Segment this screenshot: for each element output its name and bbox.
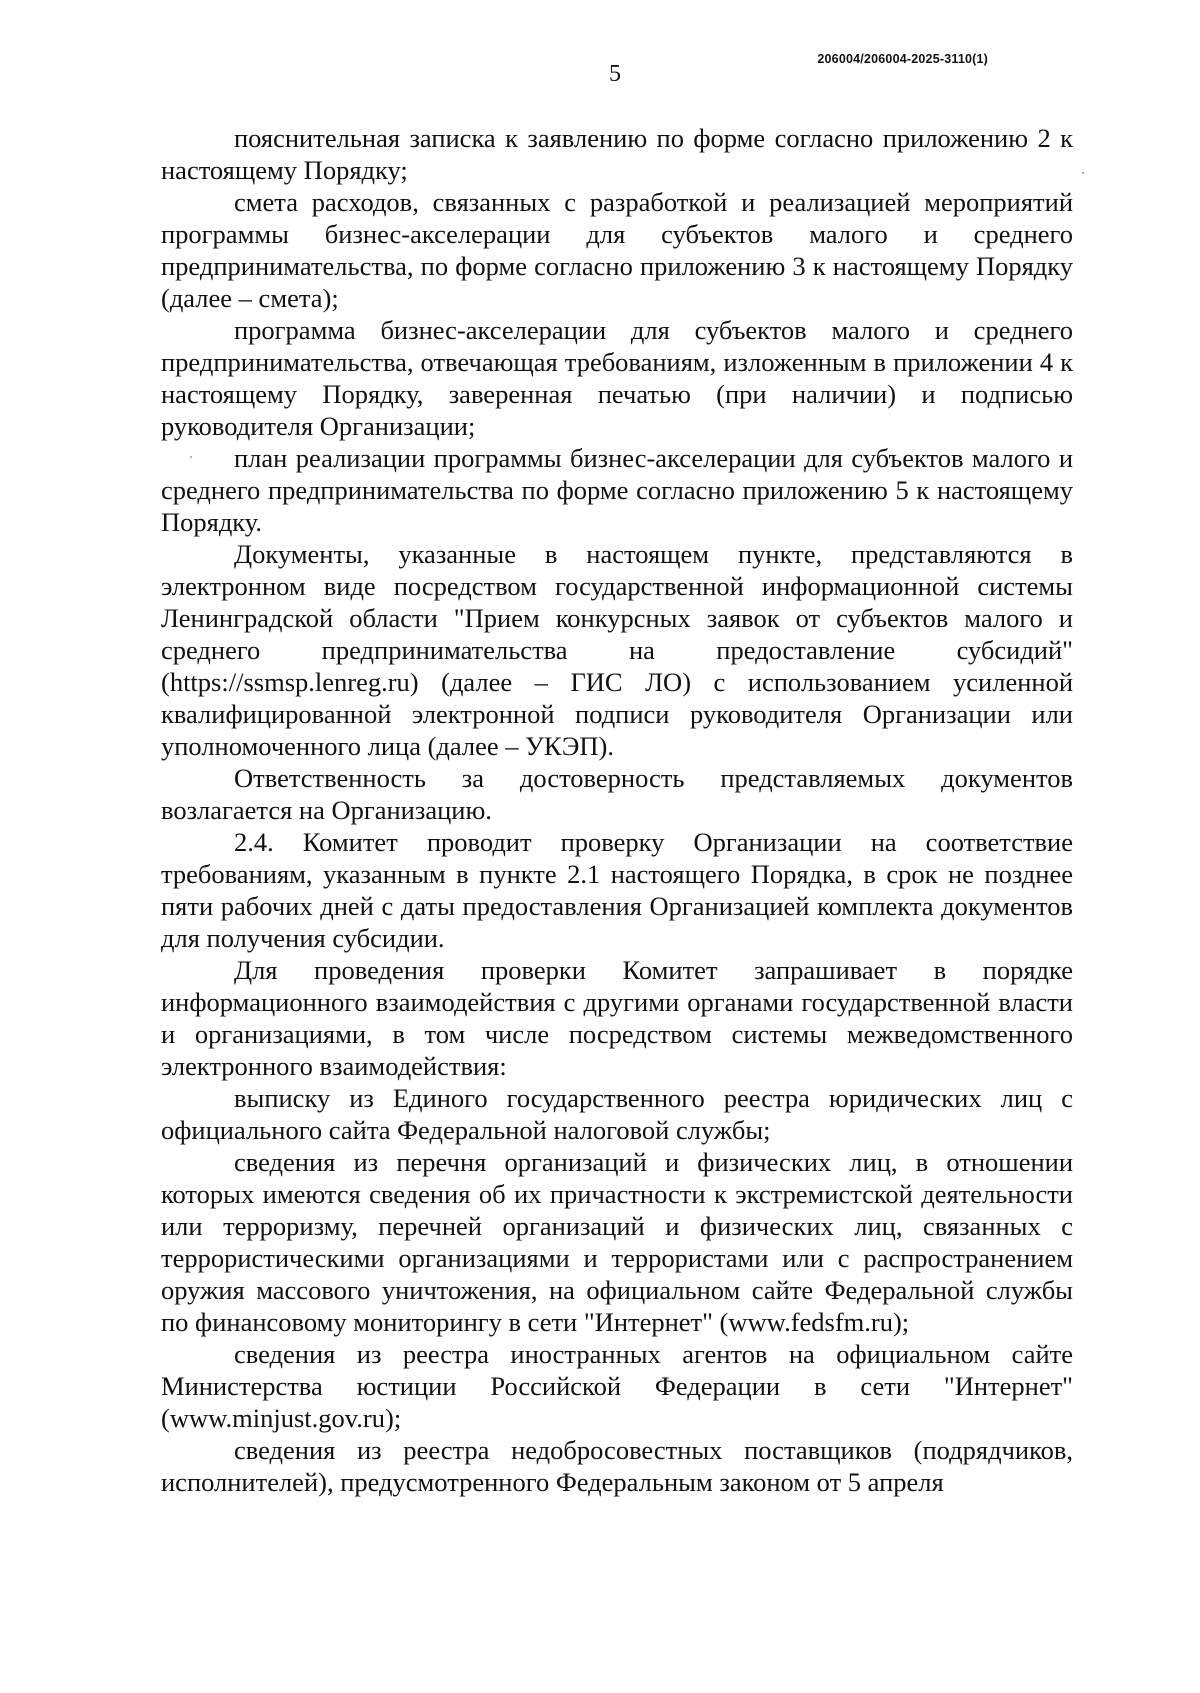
paragraph-foreign-agents-registry: сведения из реестра иностранных агентов на официальном сайте Министерства юстиции Российской Федерации в сети "Интернет" (www.minjust.gov.ru);: [161, 1339, 1073, 1433]
paragraph-explanatory-note: пояснительная записка к заявлению по форме согласно приложению 2 к настоящему Порядку;: [161, 123, 1073, 185]
document-id: 206004/206004-2025-3110(1): [817, 52, 988, 66]
paragraph-egrul-extract: выписку из Единого государственного реестра юридических лиц с официального сайта Федеральной налоговой службы;: [161, 1083, 1073, 1145]
scan-speck: [1082, 172, 1084, 174]
page-number: 5: [609, 61, 621, 87]
paragraph-documents-submission: Документы, указанные в настоящем пункте, представляются в электронном виде посредством государственной информационной системы Ленинградской области "Прием конкурсных заявок от субъектов малого и среднего предпринимательства на предоставление субсидий" (https://ssmsp.lenreg.ru) (далее – ГИС ЛО) с использованием усиленной квалифицированной электронной подписи руководителя Организации или уполномоченного лица (далее – УКЭП).: [161, 539, 1073, 761]
paragraph-clause-2-4: 2.4. Комитет проводит проверку Организации на соответствие требованиям, указанным в пункте 2.1 настоящего Порядка, в срок не позднее пяти рабочих дней с даты предоставления Организацией комплекта документов для получения субсидии.: [161, 827, 1073, 953]
paragraph-implementation-plan: план реализации программы бизнес-акселерации для субъектов малого и среднего предпринимательства по форме согласно приложению 5 к настоящему Порядку.: [161, 443, 1073, 537]
document-body: [161, 122, 1073, 1498]
paragraph-verification-requests: Для проведения проверки Комитет запрашивает в порядке информационного взаимодействия с другими органами государственной власти и организациями, в том числе посредством системы межведомственного электронного взаимодействия:: [161, 955, 1073, 1081]
paragraph-unfair-suppliers-registry: сведения из реестра недобросовестных поставщиков (подрядчиков, исполнителей), предусмотренного Федеральным законом от 5 апреля: [161, 1435, 1073, 1497]
paragraph-cost-estimate: смета расходов, связанных с разработкой и реализацией мероприятий программы бизнес-акселерации для субъектов малого и среднего предпринимательства, по форме согласно приложению 3 к настоящему Порядку (далее – смета);: [161, 187, 1073, 313]
scan-speck: [190, 456, 192, 458]
paragraph-fedsfm-list: сведения из перечня организаций и физических лиц, в отношении которых имеются сведения об их причастности к экстремистской деятельности или терроризму, перечней организаций и физических лиц, связанных с террористическими организациями и террористами или с распространением оружия массового уничтожения, на официальном сайте Федеральной службы по финансовому мониторингу в сети "Интернет" (www.fedsfm.ru);: [161, 1147, 1073, 1337]
paragraph-responsibility: Ответственность за достоверность представляемых документов возлагается на Организацию.: [161, 763, 1073, 825]
paragraph-acceleration-program: программа бизнес-акселерации для субъектов малого и среднего предпринимательства, отвечающая требованиям, изложенным в приложении 4 к настоящему Порядку, заверенная печатью (при наличии) и подписью руководителя Организации;: [161, 315, 1073, 441]
